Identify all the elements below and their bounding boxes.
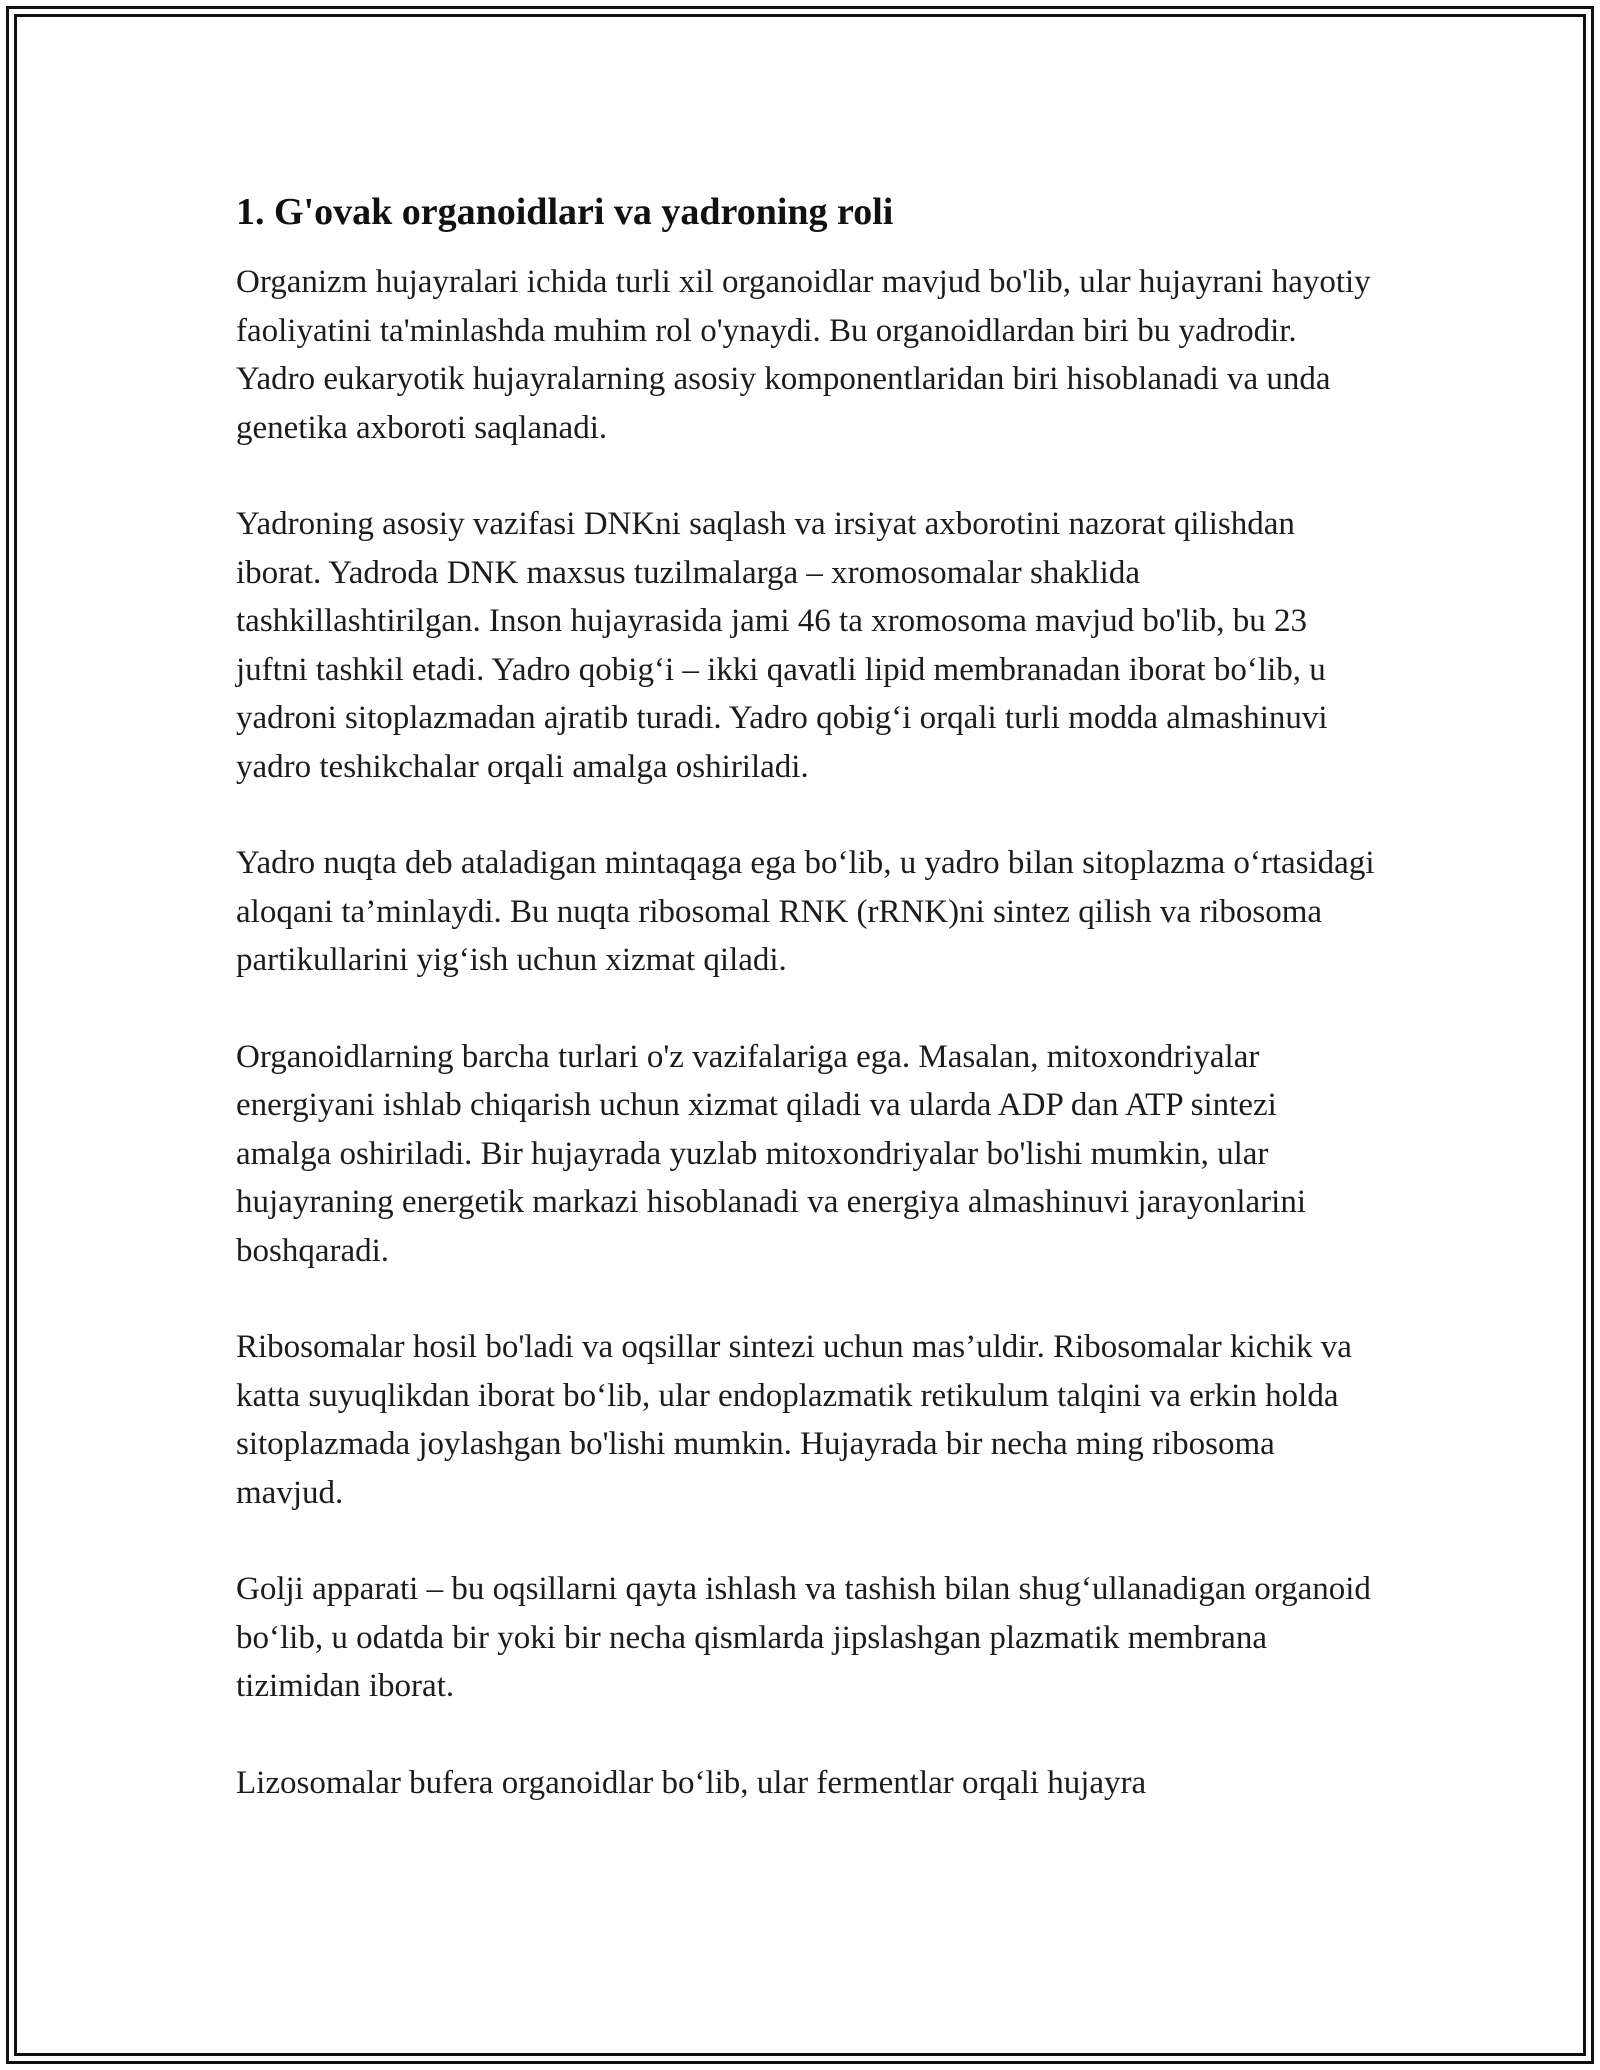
document-body — [236, 186, 1376, 1855]
section-title: 1. G'ovak organoidlari va yadroning roli — [236, 191, 894, 233]
paragraph-mitoxondriya: Organoidlarning barcha turlari o'z vazifalariga ega. Masalan, mitoxondriyalar energiyani ishlab chiqarish uchun xizmat qiladi va ularda ADP dan ATP sintezi amalga oshiriladi. Bir hujayrada yuzlab mitoxondriyalar bo'lishi mumkin, ular hujayraning energetik markazi hisoblanadi va energiya almashinuvi jarayonlarini boshqaradi. — [236, 1038, 1307, 1269]
paragraph-golji: Golji apparati – bu oqsillarni qayta ishlash va tashish bilan shug‘ullanadigan organoid bo‘lib, u odatda bir yoki bir necha qismlarda jipslashgan plazmatik membrana tizimidan iborat. — [236, 1571, 1371, 1704]
paragraph-yadro-nuqta: Yadro nuqta deb ataladigan mintaqaga ega bo‘lib, u yadro bilan sitoplazma o‘rtasidagi aloqani ta’minlaydi. Bu nuqta ribosomal RNK (rRNK)ni sintez qilish va ribosoma partikullarini yig‘ish uchun xizmat qiladi. — [236, 845, 1375, 978]
paragraph-lizosoma: Lizosomalar bufera organoidlar bo‘lib, ular fermentlar orqali hujayra — [236, 1764, 1147, 1801]
paragraph-yadro-intro: Organizm hujayralari ichida turli xil organoidlar mavjud bo'lib, ular hujayrani hayotiy faoliyatini ta'minlashda muhim rol o'ynaydi. Bu organoidlardan biri bu yadrodir. Yadro eukaryotik hujayralarning asosiy komponentlaridan biri hisoblanadi va unda genetika axboroti saqlanadi. — [236, 264, 1371, 446]
paragraph-yadro-function: Yadroning asosiy vazifasi DNKni saqlash va irsiyat axborotini nazorat qilishdan iborat. Yadroda DNK maxsus tuzilmalarga – xromosomalar shaklida tashkillashtirilgan. Inson hujayrasida jami 46 ta xromosoma mavjud bo'lib, bu 23 juftni tashkil etadi. Yadro qobig‘i – ikki qavatli lipid membranadan iborat bo‘lib, u yadroni sitoplazmadan ajratib turadi. Yadro qobig‘i orqali turli modda almashinuvi yadro teshikchalar orqali amalga oshiriladi. — [236, 506, 1328, 785]
paragraph-ribosoma: Ribosomalar hosil bo'ladi va oqsillar sintezi uchun mas’uldir. Ribosomalar kichik va katta suyuqlikdan iborat bo‘lib, ular endoplazmatik retikulum talqini va erkin holda sitoplazmada joylashgan bo'lishi mumkin. Hujayrada bir necha ming ribosoma mavjud. — [236, 1329, 1352, 1511]
